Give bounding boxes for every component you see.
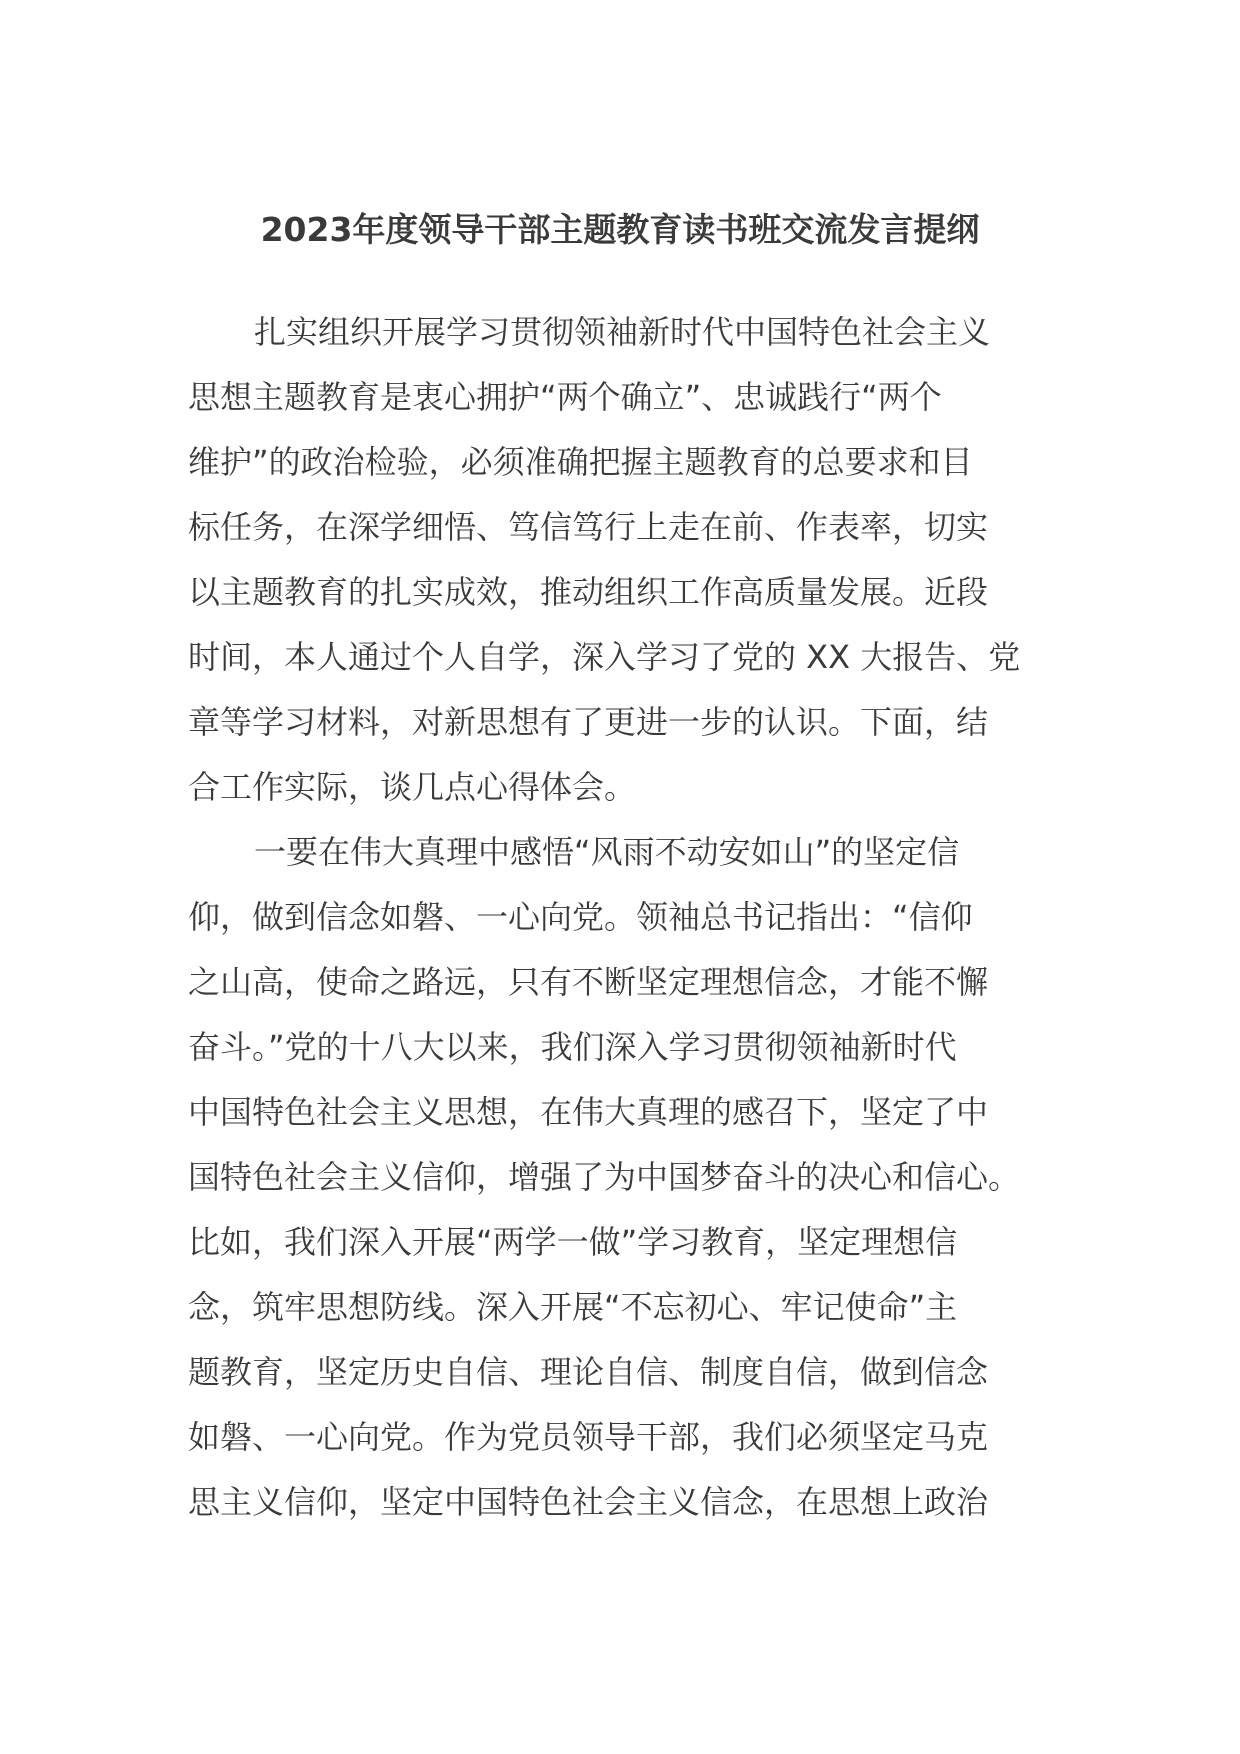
document-title: 2023年度领导干部主题教育读书班交流发言提纲	[260, 210, 980, 249]
paragraph-line: 比如，我们深入开展“两学一做”学习教育，坚定理想信	[188, 1223, 958, 1261]
paragraph-line: 合工作实际，谈几点心得体会。	[188, 768, 637, 806]
paragraph-line: 中国特色社会主义思想，在伟大真理的感召下，坚定了中	[188, 1093, 989, 1131]
paragraph-point-one	[188, 820, 1068, 1535]
paragraph-line: 思想主题教育是衷心拥护“两个确立”、忠诚践行“两个	[188, 378, 942, 416]
document-body	[188, 300, 1068, 1535]
paragraph-line: 奋斗。”党的十八大以来，我们深入学习贯彻领袖新时代	[188, 1028, 957, 1066]
paragraph-line: 题教育，坚定历史自信、理论自信、制度自信，做到信念	[188, 1353, 989, 1391]
paragraph-line: 国特色社会主义信仰，增强了为中国梦奋斗的决心和信心。	[188, 1158, 1021, 1196]
paragraph-line: 念，筑牢思想防线。深入开展“不忘初心、牢记使命”主	[188, 1288, 958, 1326]
paragraph-line: 章等学习材料，对新思想有了更进一步的认识。下面，结	[188, 703, 989, 741]
paragraph-line: 扎实组织开展学习贯彻领袖新时代中国特色社会主义	[254, 313, 991, 351]
paragraph-line: 一要在伟大真理中感悟“风雨不动安如山”的坚定信	[254, 833, 960, 871]
paragraph-line: 之山高，使命之路远，只有不断坚定理想信念，才能不懈	[188, 963, 989, 1001]
paragraph-line: 标任务，在深学细悟、笃信笃行上走在前、作表率，切实	[188, 508, 989, 546]
paragraph-intro	[188, 300, 1068, 820]
paragraph-line: 以主题教育的扎实成效，推动组织工作高质量发展。近段	[188, 573, 989, 611]
paragraph-line: 仰，做到信念如磐、一心向党。领袖总书记指出：“信仰	[188, 898, 973, 936]
paragraph-line: 思主义信仰，坚定中国特色社会主义信念，在思想上政治	[188, 1483, 989, 1521]
paragraph-line: 维护”的政治检验，必须准确把握主题教育的总要求和目	[188, 443, 973, 481]
paragraph-line: 如磐、一心向党。作为党员领导干部，我们必须坚定马克	[188, 1418, 989, 1456]
paragraph-line: 时间，本人通过个人自学，深入学习了党的 XX 大报告、党	[188, 638, 1021, 676]
